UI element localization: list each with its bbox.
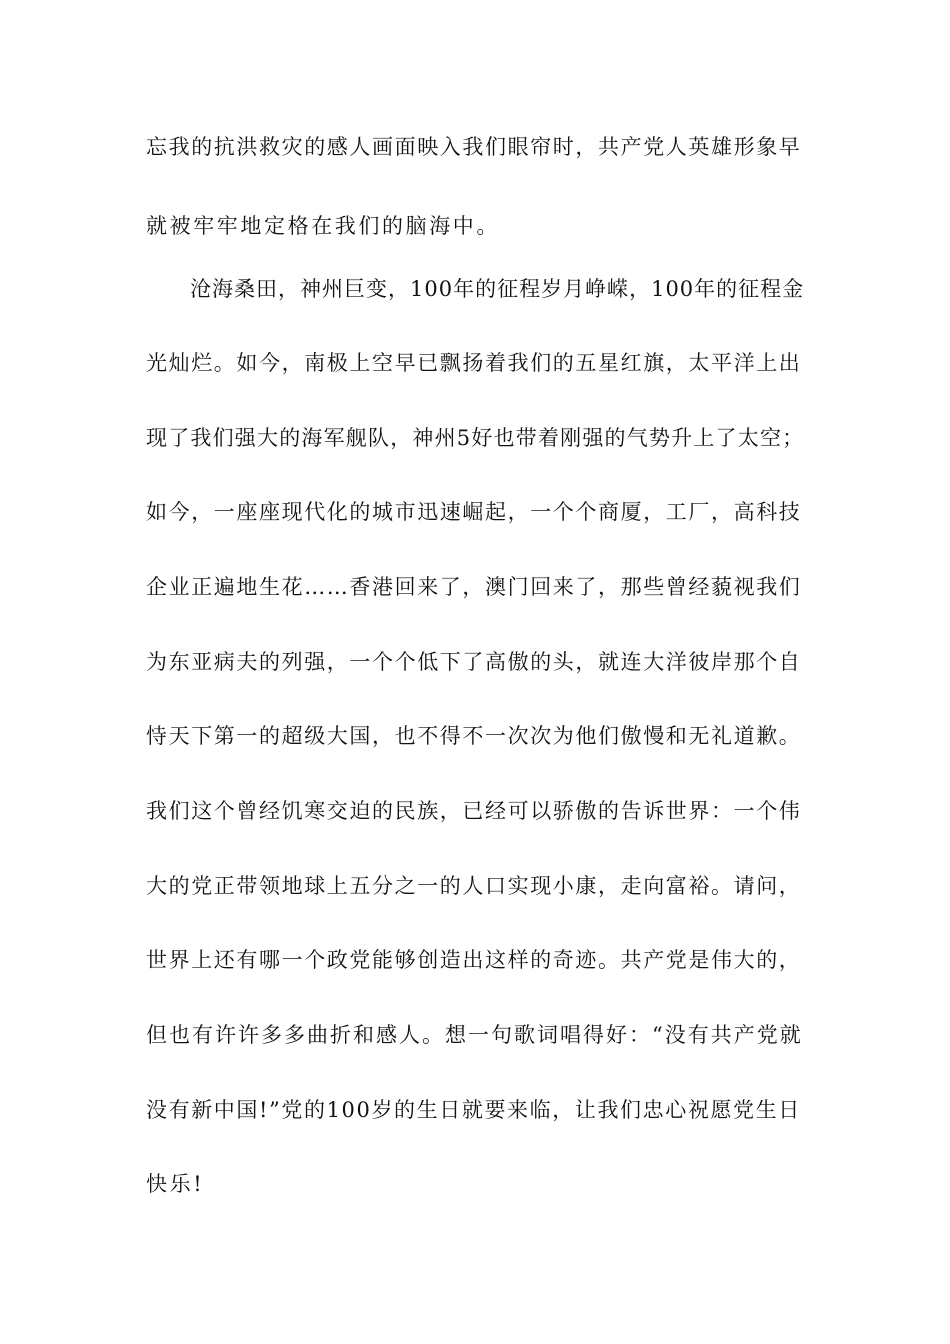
text-line-2: 就被牢牢地定格在我们的脑海中。 <box>146 214 500 238</box>
text-line-11: 大的党正带领地球上五分之一的人口实现小康，走向富裕。请问， <box>146 874 802 898</box>
text-line-3: 沧海桑田，神州巨变，100年的征程岁月峥嵘，100年的征程金 <box>190 277 805 301</box>
text-line-4: 光灿烂。如今，南极上空早已飘扬着我们的五星红旗，太平洋上出 <box>146 351 802 375</box>
text-line-1: 忘我的抗洪救灾的感人画面映入我们眼帘时，共产党人英雄形象早 <box>146 135 802 159</box>
text-line-9: 恃天下第一的超级大国，也不得不一次次为他们傲慢和无礼道歉。 <box>146 724 802 748</box>
text-line-5: 现了我们强大的海军舰队，神州5好也带着刚强的气势升上了太空； <box>146 426 805 450</box>
text-line-6: 如今，一座座现代化的城市迅速崛起，一个个商厦，工厂，高科技 <box>146 500 802 524</box>
text-line-13: 但也有许许多多曲折和感人。想一句歌词唱得好：“没有共产党就 <box>146 1023 803 1047</box>
text-line-8: 为东亚病夫的列强，一个个低下了高傲的头，就连大洋彼岸那个自 <box>146 650 802 674</box>
text-line-14: 没有新中国!”党的100岁的生日就要来临，让我们忠心祝愿党生日 <box>146 1098 801 1122</box>
text-line-10: 我们这个曾经饥寒交迫的民族，已经可以骄傲的告诉世界：一个伟 <box>146 799 802 823</box>
text-line-7: 企业正遍地生花……香港回来了，澳门回来了，那些曾经藐视我们 <box>146 575 802 599</box>
text-line-15: 快乐! <box>146 1172 205 1196</box>
text-line-12: 世界上还有哪一个政党能够创造出这样的奇迹。共产党是伟大的， <box>146 948 802 972</box>
